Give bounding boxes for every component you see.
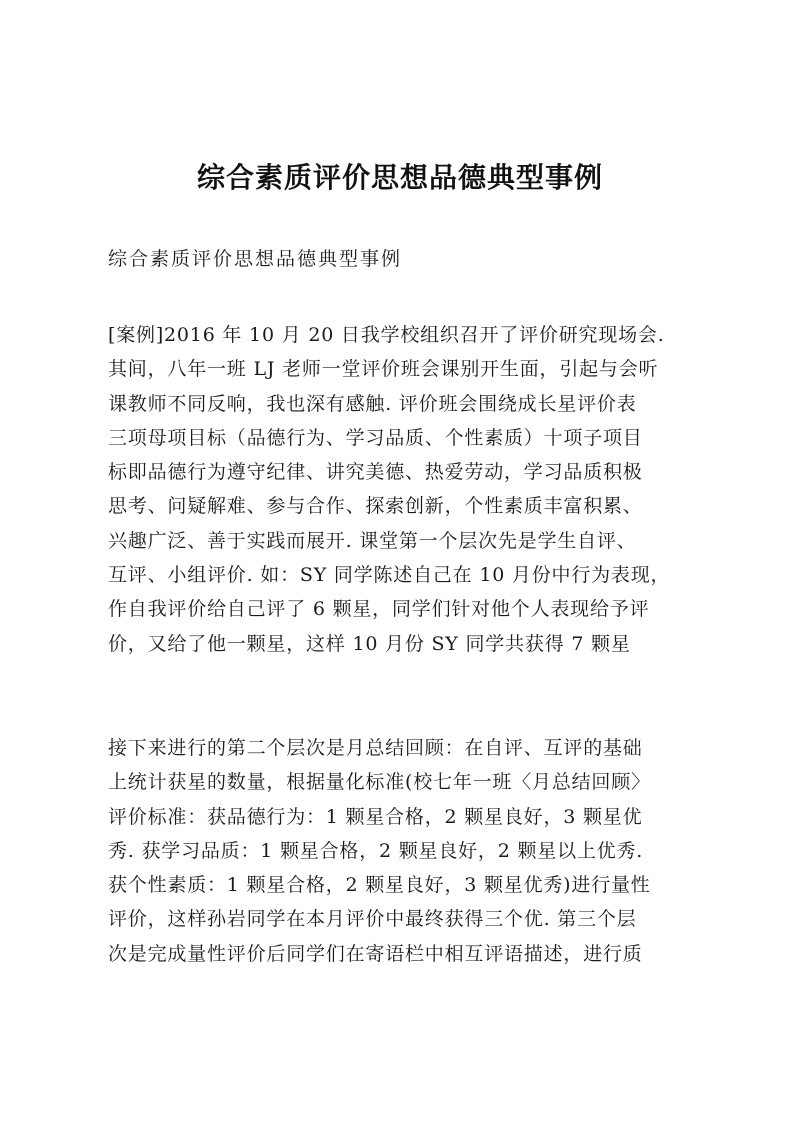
paragraph-line: 获个性素质：1 颗星合格，2 颗星良好，3 颗星优秀)进行量性 xyxy=(108,874,651,897)
document-subtitle: 综合素质评价思想品德典型事例 xyxy=(108,248,403,270)
paragraph-line: 上统计获星的数量，根据量化标准(校七年一班〈月总结回顾〉 xyxy=(108,771,651,794)
paragraph-line: 课教师不同反响，我也深有感触. 评价班会围绕成长星评价表 xyxy=(108,392,637,415)
paragraph-second-level xyxy=(108,731,708,971)
paragraph-line: 兴趣广泛、善于实践而展开. 课堂第一个层次先是学生自评、 xyxy=(108,529,637,552)
paragraph-case-intro xyxy=(108,318,708,661)
paragraph-line: 作自我评价给自己评了 6 颗星，同学们针对他个人表现给予评 xyxy=(108,598,650,621)
document-title: 综合素质评价思想品德典型事例 xyxy=(196,161,603,194)
paragraph-line: 接下来进行的第二个层次是月总结回顾：在自评、互评的基础 xyxy=(108,737,643,759)
paragraph-line: 次是完成量性评价后同学们在寄语栏中相互评语描述，进行质 xyxy=(108,942,643,965)
paragraph-line: 三项母项目标（品德行为、学习品质、个性素质）十项子项目 xyxy=(108,426,643,449)
paragraph-line: 思考、问疑解难、参与合作、探索创新，个性素质丰富积累、 xyxy=(108,495,643,518)
paragraph-line: 互评、小组评价. 如：SY 同学陈述自己在 10 月份中行为表现， xyxy=(108,564,671,587)
paragraph-line: 评价，这样孙岩同学在本月评价中最终获得三个优. 第三个层 xyxy=(108,908,637,931)
paragraph-line: 其间，八年一班 LJ 老师一堂评价班会课别开生面，引起与会听 xyxy=(108,358,659,381)
paragraph-line: 秀. 获学习品质：1 颗星合格，2 颗星良好，2 颗星以上优秀. xyxy=(108,839,644,862)
paragraph-line: 价，又给了他一颗星，这样 10 月份 SY 同学共获得 7 颗星 xyxy=(108,632,631,655)
paragraph-line: [案例]2016 年 10 月 20 日我学校组织召开了评价研究现场会. xyxy=(108,324,665,346)
paragraph-line: 标即品德行为遵守纪律、讲究美德、热爱劳动，学习品质积极 xyxy=(108,461,643,484)
paragraph-line: 评价标准：获品德行为：1 颗星合格，2 颗星良好，3 颗星优 xyxy=(108,805,643,828)
